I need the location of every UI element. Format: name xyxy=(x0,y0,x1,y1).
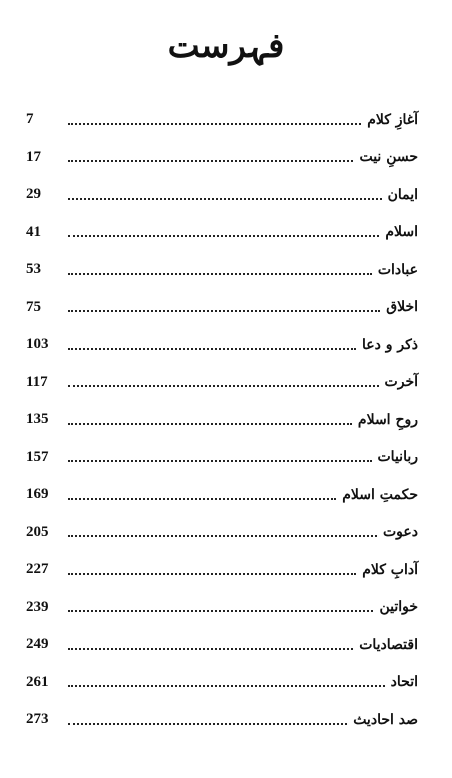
toc-entry-label: عبادات xyxy=(377,261,418,278)
toc-entry-label: روحِ اسلام xyxy=(357,411,418,428)
toc-page-number: 53 xyxy=(26,261,41,278)
toc-entry-label: آدابِ کلام xyxy=(362,561,418,578)
toc-page-number: 249 xyxy=(26,636,49,653)
toc-row[interactable] xyxy=(26,176,418,214)
toc-entry-label: حکمتِ اسلام xyxy=(342,486,418,503)
toc-row[interactable] xyxy=(26,439,418,477)
toc-entry-label: ربانیات xyxy=(377,449,418,466)
dot-leader xyxy=(68,685,385,687)
toc-entry-label: صد احادیث xyxy=(353,711,418,728)
toc-entry-label: اتحاد xyxy=(390,674,418,691)
toc-entry-label: دعوت xyxy=(383,524,418,541)
dot-leader xyxy=(68,423,352,425)
dot-leader xyxy=(68,610,373,612)
toc-entry-label: اخلاق xyxy=(386,299,418,316)
toc-row[interactable] xyxy=(26,101,418,139)
toc-page-number: 17 xyxy=(26,148,41,165)
toc-page-number: 261 xyxy=(26,673,49,690)
toc-page-number: 205 xyxy=(26,523,49,540)
toc-entry-label: اسلام xyxy=(385,224,418,241)
toc-row[interactable] xyxy=(26,551,418,589)
dot-leader xyxy=(68,123,361,125)
toc-row[interactable] xyxy=(26,589,418,627)
table-of-contents xyxy=(26,101,418,739)
toc-page-number: 75 xyxy=(26,298,41,315)
toc-page-number: 135 xyxy=(26,411,49,428)
toc-page-number: 169 xyxy=(26,486,49,503)
toc-row[interactable] xyxy=(26,514,418,552)
toc-page-number: 239 xyxy=(26,598,49,615)
toc-row[interactable] xyxy=(26,364,418,402)
dot-leader xyxy=(68,235,379,237)
dot-leader xyxy=(68,498,336,500)
dot-leader xyxy=(68,198,382,200)
toc-entry-label: ذکر و دعا xyxy=(362,336,418,353)
dot-leader xyxy=(68,648,353,650)
toc-row[interactable] xyxy=(26,664,418,702)
dot-leader xyxy=(68,385,379,387)
toc-page-number: 29 xyxy=(26,186,41,203)
toc-page-number: 103 xyxy=(26,336,49,353)
toc-row[interactable] xyxy=(26,251,418,289)
dot-leader xyxy=(68,460,372,462)
toc-page-number: 157 xyxy=(26,448,49,465)
toc-row[interactable] xyxy=(26,289,418,327)
contents-title: فہرست xyxy=(167,26,285,66)
toc-entry-label: آغازِ کلام xyxy=(367,111,418,128)
toc-row[interactable] xyxy=(26,214,418,252)
toc-row[interactable] xyxy=(26,139,418,177)
toc-page-number: 227 xyxy=(26,561,49,578)
toc-entry-label: آخرت xyxy=(384,374,418,391)
toc-entry-label: ایمان xyxy=(387,186,418,203)
toc-row[interactable] xyxy=(26,626,418,664)
dot-leader xyxy=(68,160,353,162)
dot-leader xyxy=(68,723,347,725)
dot-leader xyxy=(68,273,372,275)
toc-entry-label: اقتصادیات xyxy=(359,636,418,653)
toc-entry-label: حسنِ نیت xyxy=(359,149,418,166)
toc-entry-label: خواتین xyxy=(379,599,418,616)
toc-row[interactable] xyxy=(26,401,418,439)
toc-row[interactable] xyxy=(26,476,418,514)
toc-page-number: 117 xyxy=(26,373,48,390)
toc-row[interactable] xyxy=(26,326,418,364)
dot-leader xyxy=(68,310,380,312)
toc-page-number: 273 xyxy=(26,711,49,728)
dot-leader xyxy=(68,535,377,537)
dot-leader xyxy=(68,573,356,575)
toc-row[interactable] xyxy=(26,701,418,739)
toc-page-number: 7 xyxy=(26,111,34,128)
dot-leader xyxy=(68,348,356,350)
toc-page-number: 41 xyxy=(26,223,41,240)
